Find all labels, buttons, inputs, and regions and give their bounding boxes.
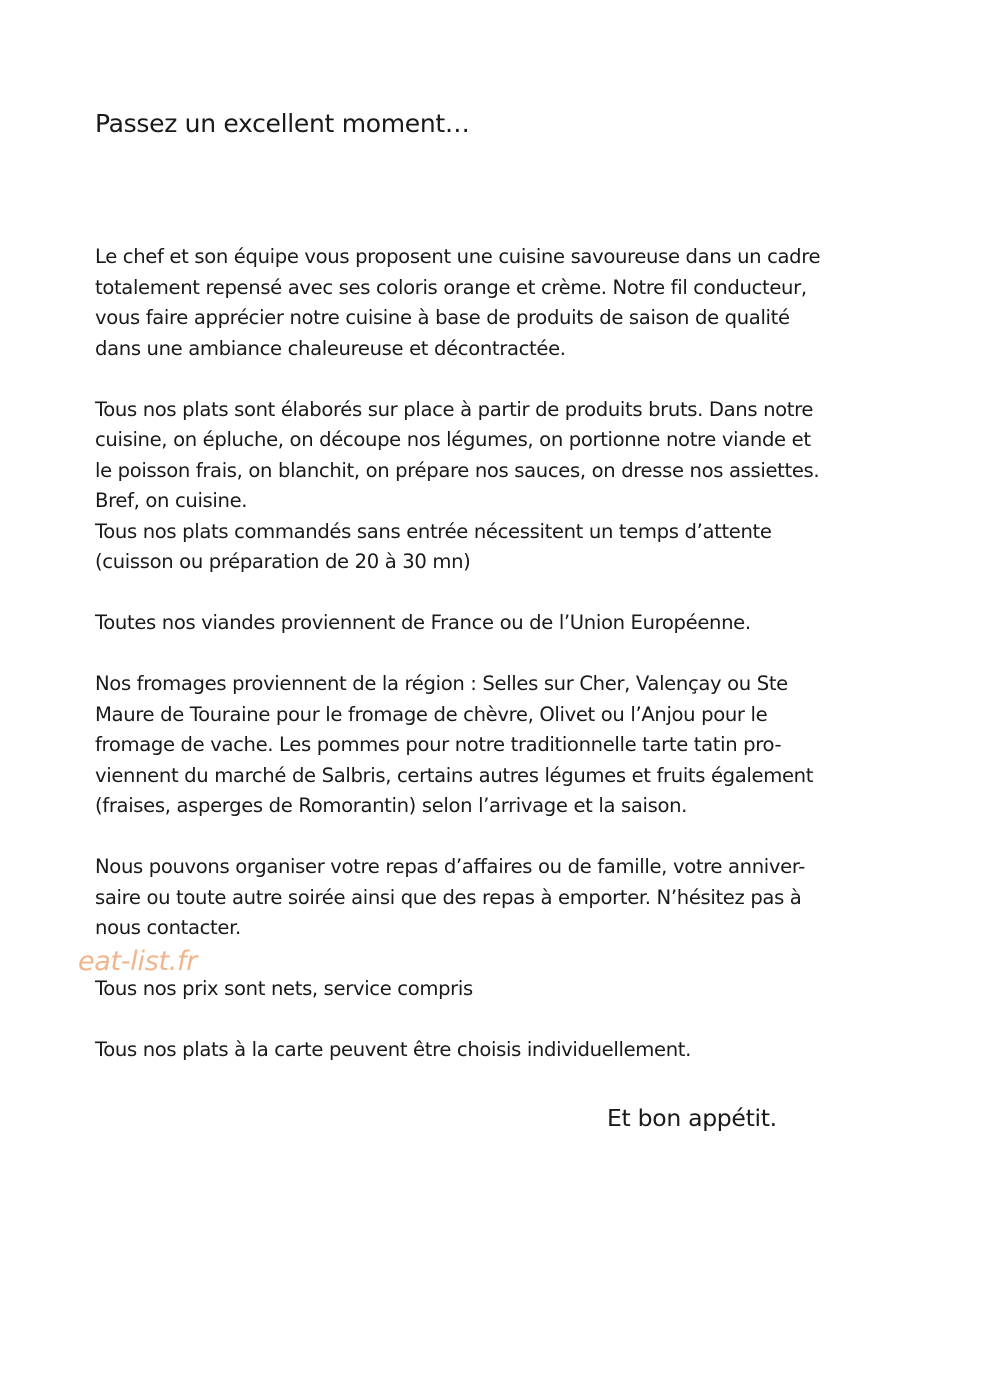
body-text	[95, 242, 915, 1066]
text-line: Le chef et son équipe vous proposent une cuisine savoureuse dans un cadre	[95, 245, 821, 268]
text-line: cuisine, on épluche, on découpe nos légumes, on portionne notre viande et	[95, 428, 811, 451]
page-title: Passez un excellent moment…	[95, 109, 470, 138]
paragraph-intro	[95, 242, 915, 364]
text-line: saire ou toute autre soirée ainsi que des repas à emporter. N’hésitez pas à	[95, 885, 802, 909]
paragraph-gap	[95, 822, 915, 853]
text-line: viennent du marché de Salbris, certains autres légumes et fruits également	[95, 763, 814, 787]
text-line: Nos fromages proviennent de la région : Selles sur Cher, Valençay ou Ste	[95, 672, 788, 695]
paragraph-gap	[95, 1005, 915, 1036]
paragraph-a-la-carte	[95, 1035, 915, 1066]
paragraph-gap	[95, 364, 915, 395]
text-line: (cuisson ou préparation de 20 à 30 mn)	[95, 550, 471, 573]
paragraph-gap	[95, 578, 915, 609]
watermark-text: eat-list.fr	[78, 946, 198, 977]
text-line: Tous nos plats à la carte peuvent être choisis individuellement.	[95, 1038, 691, 1061]
text-line: totalement repensé avec ses coloris orange et crème. Notre fil conducteur,	[95, 275, 807, 299]
paragraph-events	[95, 852, 915, 944]
text-line: Bref, on cuisine.	[95, 489, 248, 512]
text-line: Tous nos plats sont élaborés sur place à partir de produits bruts. Dans notre	[95, 397, 814, 421]
text-line: nous contacter.	[95, 916, 241, 939]
text-line: Toutes nos viandes proviennent de France ou de l’Union Européenne.	[95, 611, 751, 634]
paragraph-cheese-origin	[95, 669, 915, 822]
paragraph-gap	[95, 639, 915, 670]
text-line: le poisson frais, on blanchit, on prépare nos sauces, on dresse nos assiettes.	[95, 458, 820, 482]
text-line: Tous nos plats commandés sans entrée nécessitent un temps d’attente	[95, 519, 772, 543]
text-line: dans une ambiance chaleureuse et décontractée.	[95, 336, 566, 360]
paragraph-prices	[95, 974, 915, 1005]
paragraph-preparation	[95, 395, 915, 578]
text-line: vous faire apprécier notre cuisine à base de produits de saison de qualité	[95, 306, 790, 329]
text-line: fromage de vache. Les pommes pour notre traditionnelle tarte tatin pro-	[95, 733, 782, 756]
text-line: Nous pouvons organiser votre repas d’affaires ou de famille, votre anniver-	[95, 855, 806, 878]
closing-text: Et bon appétit.	[607, 1104, 777, 1132]
text-line: Maure de Touraine pour le fromage de chèvre, Olivet ou l’Anjou pour le	[95, 702, 768, 726]
text-line: (fraises, asperges de Romorantin) selon l’arrivage et la saison.	[95, 794, 688, 817]
paragraph-meat-origin	[95, 608, 915, 639]
paragraph-gap	[95, 944, 915, 975]
text-line: Tous nos prix sont nets, service compris	[95, 977, 473, 1000]
